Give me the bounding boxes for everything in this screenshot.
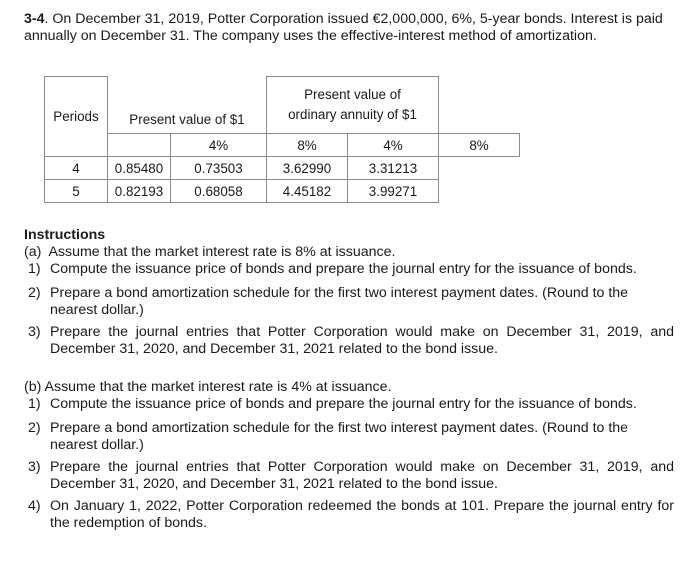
header-pv-single-label: Present value of $1 bbox=[129, 112, 245, 128]
item-text: Prepare the journal entries that Potter Corporation would make on December 31, 2019, and December 31, 2020, and December 31, 2021 related to the bond issue. bbox=[50, 324, 674, 357]
table-row bbox=[45, 180, 520, 203]
item-label: 3) bbox=[28, 459, 41, 475]
table-row bbox=[45, 157, 520, 180]
header-pv-annuity-line1: Present value of bbox=[304, 87, 401, 102]
part-a-text: Assume that the market interest rate is 8% at issuance. bbox=[48, 244, 396, 260]
value-cell: 4.45182 bbox=[267, 180, 348, 203]
instructions-title: Instructions bbox=[24, 227, 106, 243]
item-label: 1) bbox=[28, 261, 41, 277]
part-b-item-2 bbox=[24, 420, 674, 454]
item-label: 2) bbox=[28, 285, 41, 301]
rate-spacer bbox=[108, 134, 171, 157]
problem-number: 3-4 bbox=[24, 11, 45, 27]
value-cell: 3.31213 bbox=[348, 157, 439, 180]
header-pv-annuity-line2: ordinary annuity of $1 bbox=[288, 107, 417, 122]
header-pv-annuity bbox=[267, 77, 439, 134]
part-b-item-4 bbox=[24, 498, 674, 532]
part-a-item-3 bbox=[24, 324, 674, 358]
value-cell: 0.73503 bbox=[171, 157, 267, 180]
value-cell: 0.82193 bbox=[108, 180, 171, 203]
part-a-item-1 bbox=[24, 261, 674, 278]
value-cell: 3.62990 bbox=[267, 157, 348, 180]
part-b-text: Assume that the market interest rate is 4% at issuance. bbox=[44, 379, 392, 395]
item-text: Prepare a bond amortization schedule for the first two interest payment dates. (Round to the nearest dollar.) bbox=[50, 420, 629, 453]
rate-header: 4% bbox=[171, 134, 267, 157]
rate-header: 4% bbox=[348, 134, 439, 157]
item-text: On January 1, 2022, Potter Corporation redeemed the bonds at 101. Prepare the journal entry for the redemption of bonds. bbox=[50, 498, 674, 531]
item-text: Prepare a bond amortization schedule for the first two interest payment dates. (Round to the nearest dollar.) bbox=[50, 285, 629, 318]
instructions-section bbox=[24, 227, 674, 532]
period-cell: 4 bbox=[45, 157, 108, 180]
part-a-heading bbox=[24, 244, 674, 261]
item-label: 1) bbox=[28, 396, 41, 412]
part-b-label: (b) bbox=[24, 379, 42, 395]
value-cell: 0.85480 bbox=[108, 157, 171, 180]
item-label: 3) bbox=[28, 324, 41, 340]
header-periods: Periods bbox=[45, 77, 108, 157]
present-value-table bbox=[44, 76, 520, 203]
item-text: Compute the issuance price of bonds and prepare the journal entry for the issuance of bonds. bbox=[50, 261, 637, 277]
item-text: Compute the issuance price of bonds and prepare the journal entry for the issuance of bonds. bbox=[50, 396, 637, 412]
item-label: 4) bbox=[28, 498, 41, 514]
item-text: Prepare the journal entries that Potter Corporation would make on December 31, 2019, and December 31, 2020, and December 31, 2021 related to the bond issue. bbox=[50, 459, 674, 492]
rate-header: 8% bbox=[439, 134, 520, 157]
part-b-heading bbox=[24, 379, 674, 396]
period-cell: 5 bbox=[45, 180, 108, 203]
rate-header: 8% bbox=[267, 134, 348, 157]
part-b-item-1 bbox=[24, 396, 674, 413]
header-pv-single bbox=[108, 77, 267, 134]
value-cell: 0.68058 bbox=[171, 180, 267, 203]
part-a-item-2 bbox=[24, 285, 674, 319]
item-label: 2) bbox=[28, 420, 41, 436]
problem-statement bbox=[24, 11, 674, 45]
value-cell: 3.99271 bbox=[348, 180, 439, 203]
problem-text: . On December 31, 2019, Potter Corporation issued €2,000,000, 6%, 5-year bonds. Interest is paid annually on December 31. The company uses the effective-interest method of amortization. bbox=[24, 11, 663, 44]
part-a-label: (a) bbox=[24, 244, 42, 260]
part-b-item-3 bbox=[24, 459, 674, 493]
